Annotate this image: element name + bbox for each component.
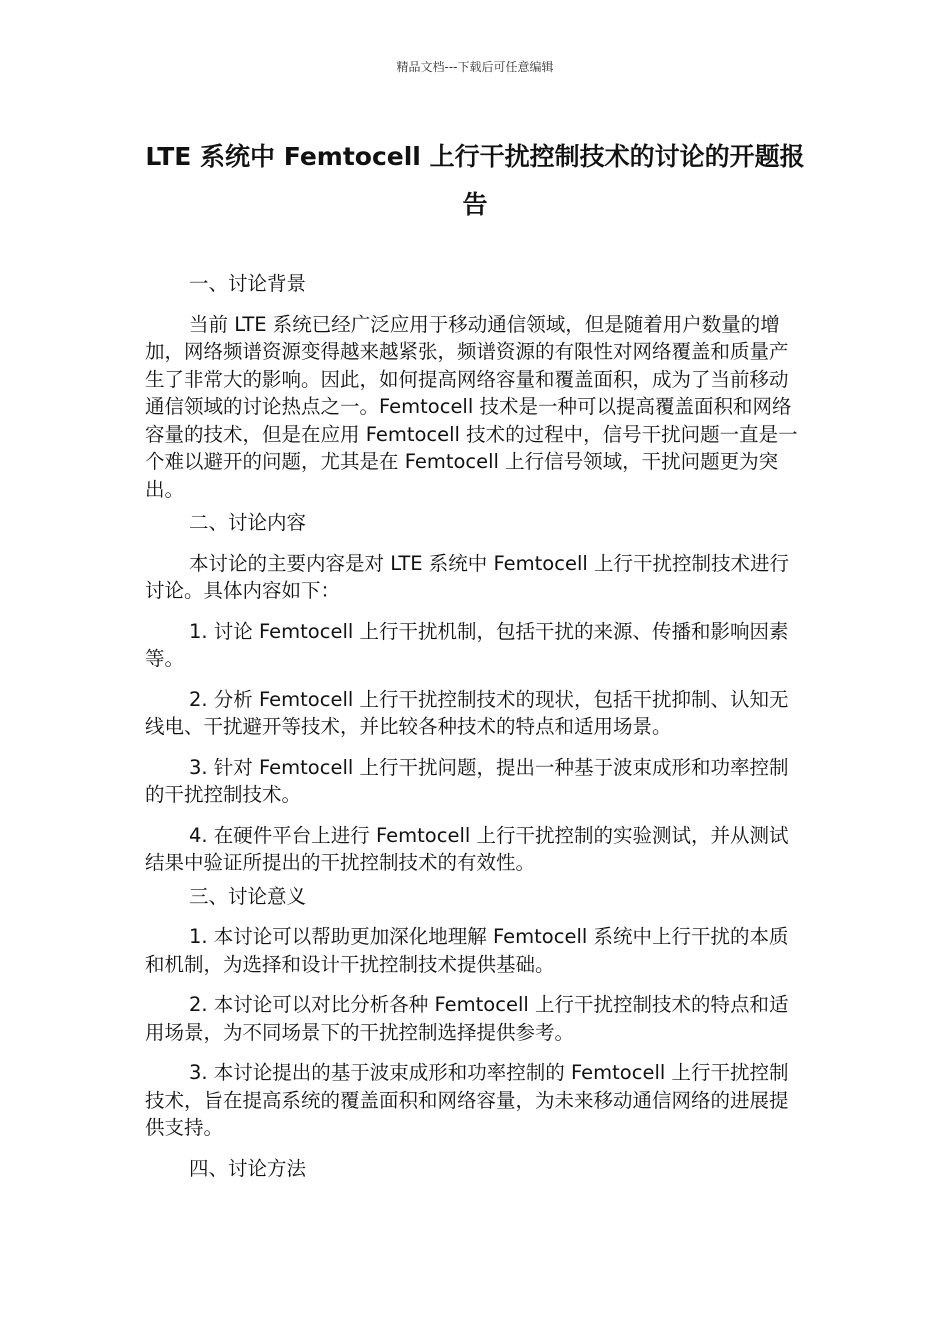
section-heading-background: 一、讨论背景 [189,272,307,295]
content-item: 1. 讨论 Femtocell 上行干扰机制，包括干扰的来源、传播和影响因素等。 [145,619,789,670]
content-item: 4. 在硬件平台上进行 Femtocell 上行干扰控制的实验测试，并从测试结果中验证所提出的干扰控制技术的有效性。 [145,823,789,874]
significance-item: 2. 本讨论可以对比分析各种 Femtocell 上行干扰控制技术的特点和适用场景，为不同场景下的干扰控制选择提供参考。 [145,993,789,1044]
document-title: LTE 系统中 Femtocell 上行干扰控制技术的讨论的开题报告 [145,142,805,219]
section-heading-content: 二、讨论内容 [189,511,307,534]
significance-item: 1. 本讨论可以帮助更加深化地理解 Femtocell 系统中上行干扰的本质和机制，为选择和设计干扰控制技术提供基础。 [145,925,789,976]
content-item: 3. 针对 Femtocell 上行干扰问题，提出一种基于波束成形和功率控制的干扰控制技术。 [145,755,789,806]
significance-item: 3. 本讨论提出的基于波束成形和功率控制的 Femtocell 上行干扰控制技术，旨在提高系统的覆盖面积和网络容量，为未来移动通信网络的进展提供支持。 [145,1061,789,1139]
content-intro-paragraph: 本讨论的主要内容是对 LTE 系统中 Femtocell 上行干扰控制技术进行讨论。具体内容如下： [145,551,789,602]
section-heading-method: 四、讨论方法 [189,1156,307,1180]
document-body [145,270,805,1182]
background-paragraph: 当前 LTE 系统已经广泛应用于移动通信领域，但是随着用户数量的增加，网络频谱资源变得越来越紧张，频谱资源的有限性对网络覆盖和质量产生了非常大的影响。因此，如何提高网络容量和覆盖面积，成为了当前移动通信领域的讨论热点之一。Femtocell 技术是一种可以提高覆盖面积和网络容量的技术，但是在应用 Femtocell 技术的过程中，信号干扰问题一直是一个难以避开的问题，尤其是在 Femtocell 上行信号领域，干扰问题更为突出。 [145,312,798,501]
header-note: 精品文档---下载后可任意编辑 [396,60,554,74]
section-heading-significance: 三、讨论意义 [189,884,307,908]
content-item: 2. 分析 Femtocell 上行干扰控制技术的现状，包括干扰抑制、认知无线电、干扰避开等技术，并比较各种技术的特点和适用场景。 [145,687,789,738]
